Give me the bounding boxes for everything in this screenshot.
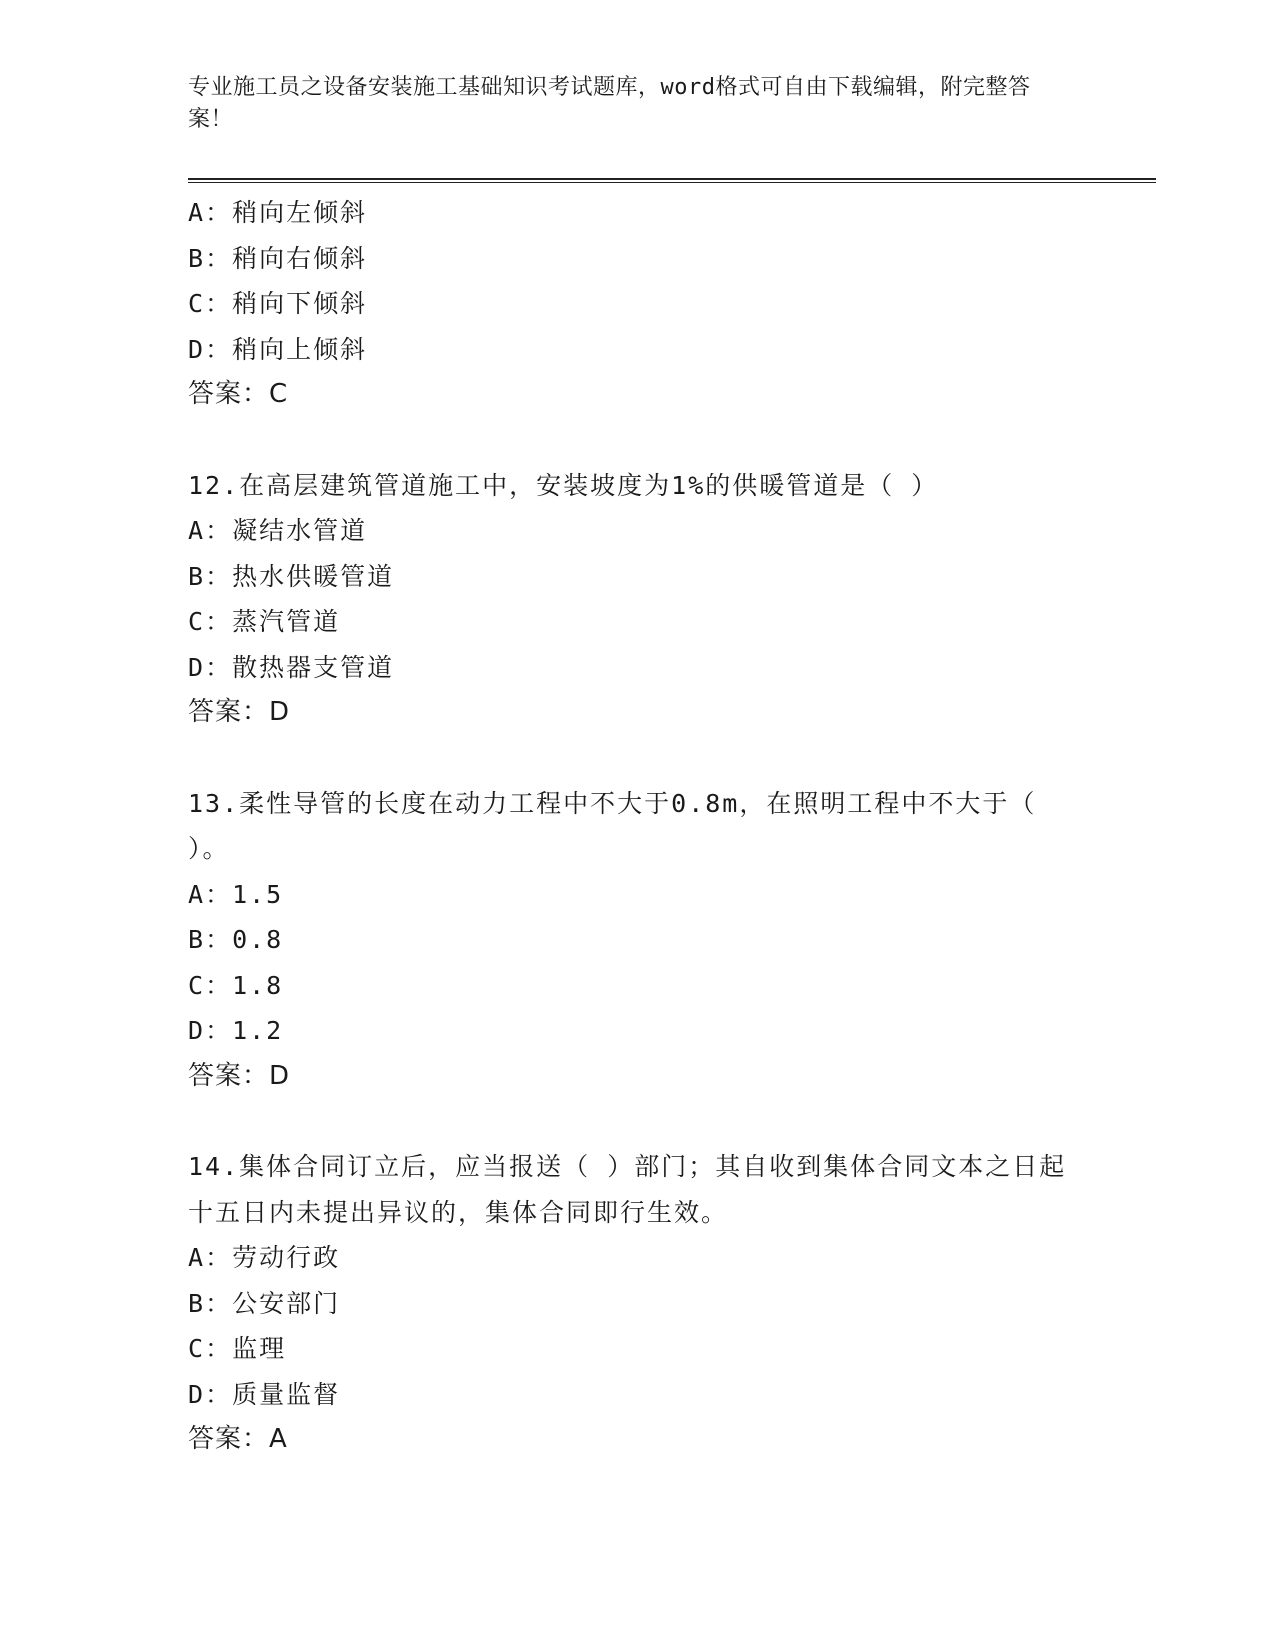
- option-d: D：质量监督: [188, 1379, 341, 1409]
- option-c: C：稍向下倾斜: [188, 289, 368, 318]
- document-header: 专业施工员之设备安装施工基础知识考试题库，word格式可自由下载编辑，附完整答案！: [188, 75, 1031, 132]
- answer-line: 答案：D: [188, 1060, 291, 1091]
- option-b: B：热水供暖管道: [188, 561, 395, 591]
- option-d: D：1.2: [188, 1016, 284, 1045]
- option-d: D：稍向上倾斜: [188, 334, 368, 364]
- header-divider: [188, 178, 1156, 180]
- option-a: A：1.5: [188, 879, 284, 909]
- option-d: D：散热器支管道: [188, 652, 395, 682]
- option-a: A：凝结水管道: [188, 516, 368, 545]
- option-c: C：蒸汽管道: [188, 607, 341, 636]
- question-stem: 12.在高层建筑管道施工中，安装坡度为1%的供暖管道是（ ）: [188, 470, 939, 500]
- answer-line: 答案：C: [188, 379, 289, 409]
- question-list: [188, 190, 1088, 1463]
- option-c: C：监理: [188, 1334, 287, 1363]
- answer-line: 答案：D: [188, 697, 291, 727]
- question-block-prev: [188, 190, 1088, 418]
- question-stem: 13.柔性导管的长度在动力工程中不大于0.8m，在照明工程中不大于（ ）。: [188, 788, 1037, 863]
- option-b: B：公安部门: [188, 1288, 341, 1318]
- option-c: C：1.8: [188, 970, 284, 1000]
- option-a: A：劳动行政: [188, 1243, 341, 1272]
- question-block-12: [188, 463, 1088, 736]
- question-block-13: [188, 781, 1088, 1100]
- answer-line: 答案：A: [188, 1424, 288, 1454]
- option-b: B：0.8: [188, 925, 284, 954]
- option-a: A：稍向左倾斜: [188, 198, 368, 227]
- header-divider-thin: [188, 182, 1156, 183]
- question-stem: 14.集体合同订立后，应当报送（ ）部门；其自收到集体合同文本之日起十五日内未提出异议的，集体合同即行生效。: [188, 1152, 1067, 1227]
- question-block-14: [188, 1144, 1088, 1463]
- option-b: B：稍向右倾斜: [188, 243, 368, 273]
